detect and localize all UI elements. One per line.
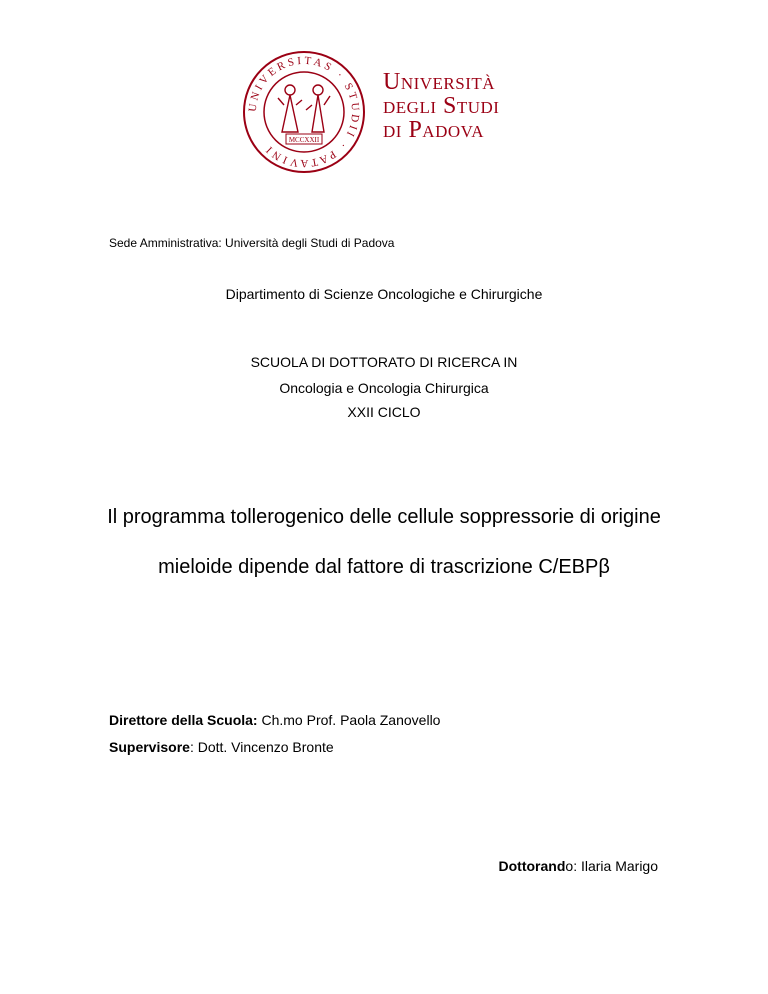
university-seal-logo <box>242 50 366 174</box>
thesis-title-line-1: Il programma tollerogenico delle cellule soppressorie di origine <box>107 506 661 528</box>
seal-year: MCCXXII <box>288 136 320 144</box>
candidate-row <box>499 858 658 874</box>
supervisor-name: : Dott. Vincenzo Bronte <box>189 739 334 755</box>
director-name: Ch.mo Prof. Paola Zanovello <box>261 712 441 728</box>
department: Dipartimento di Scienze Oncologiche e Chirurgiche <box>225 286 543 302</box>
wordmark-line-2: degli Studi <box>383 93 500 119</box>
supervisor-label: Supervisore <box>109 739 190 755</box>
thesis-title-line-2: mieloide dipende dal fattore di trascrizione C/EBPβ <box>158 556 610 578</box>
director-label: Direttore della Scuola: <box>109 712 258 728</box>
candidate-name: o: Ilaria Marigo <box>565 858 658 874</box>
school-line-1: SCUOLA DI DOTTORATO DI RICERCA IN <box>250 354 518 370</box>
administrative-seat: Sede Amministrativa: Università degli Studi di Padova <box>109 236 395 250</box>
seal-text: UNIVERSITAS · STUDII · PATAVINI <box>246 54 362 170</box>
candidate-label: Dottorand <box>498 858 566 874</box>
director-row <box>109 712 440 728</box>
university-wordmark <box>383 70 499 142</box>
school-cycle: XXII CICLO <box>347 404 421 420</box>
school-line-2: Oncologia e Oncologia Chirurgica <box>279 380 489 396</box>
wordmark-line-1: Università <box>383 69 496 95</box>
wordmark-line-3: di Padova <box>383 117 484 143</box>
supervisor-row <box>109 739 334 755</box>
